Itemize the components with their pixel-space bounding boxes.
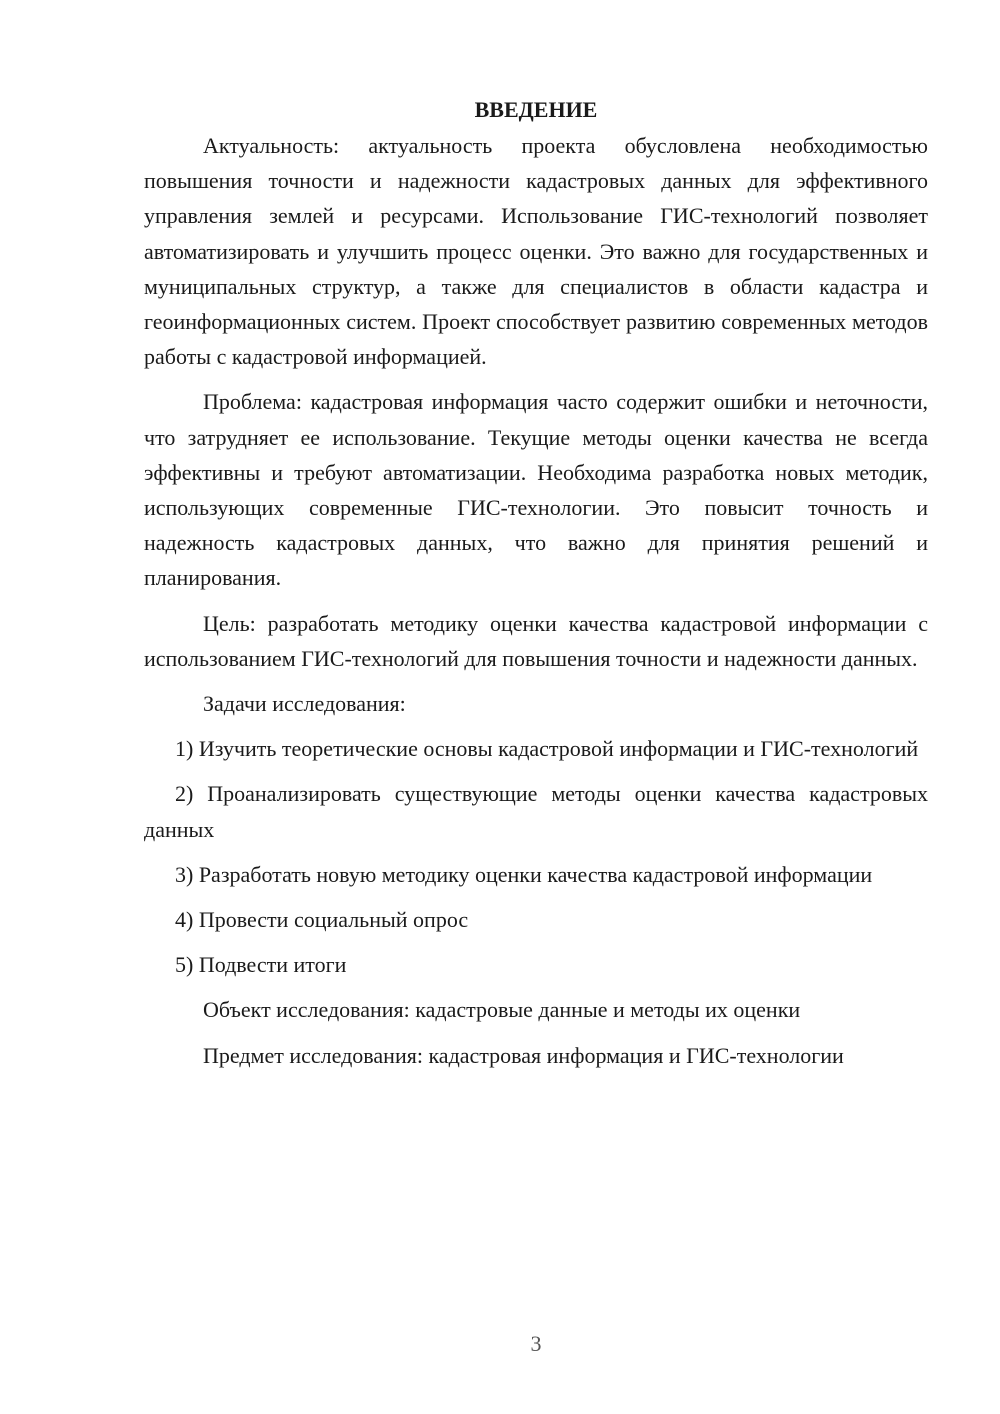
task-item: 3) Разработать новую методику оценки качества кадастровой информации (175, 861, 873, 887)
task-item: 4) Провести социальный опрос (175, 907, 469, 933)
paragraph-relevance: Актуальность: актуальность проекта обусловлена необходимостью повышения точности и надежности кадастровых данных для эффективного управления землей и ресурсами. Использование ГИС-технологий позволяет автоматизировать и улучшить процесс оценки. Это важно для государственных и муниципальных структур, а также для специалистов в области кадастра и геоинформационных систем. Проект способствует развитию современных методов работы с кадастровой информацией. (144, 133, 928, 370)
section-title: ВВЕДЕНИЕ (474, 97, 598, 122)
paragraph-goal: Цель: разработать методику оценки качества кадастровой информации с использованием ГИС-технологий для повышения точности и надежности данных. (144, 610, 928, 671)
page-number: 3 (530, 1331, 542, 1356)
paragraph-subject: Предмет исследования: кадастровая информация и ГИС-технологии (203, 1042, 844, 1068)
task-item: 2) Проанализировать существующие методы оценки качества кадастровых данных (144, 781, 928, 842)
paragraph-object: Объект исследования: кадастровые данные и методы их оценки (203, 997, 801, 1023)
tasks-heading: Задачи исследования: (203, 691, 406, 717)
task-item: 5) Подвести итоги (175, 952, 347, 978)
paragraph-problem: Проблема: кадастровая информация часто содержит ошибки и неточности, что затрудняет ее использование. Текущие методы оценки качества не всегда эффективны и требуют автоматизации. Необходима разработка новых методик, использующих современные ГИС-технологии. Это повысит точность и надежность кадастровых данных, что важно для принятия решений и планирования. (144, 389, 928, 591)
document-page (144, 92, 928, 1083)
task-item: 1) Изучить теоретические основы кадастровой информации и ГИС-технологий (175, 736, 919, 762)
